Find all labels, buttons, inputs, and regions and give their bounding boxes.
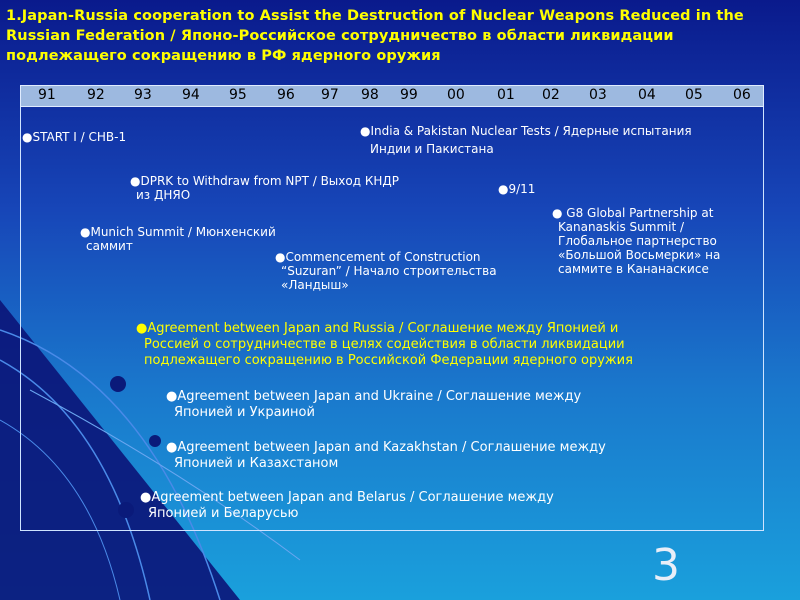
event-text: ●India & Pakistan Nuclear Tests / Ядерные испытания	[360, 124, 692, 138]
title-line-3: подлежащего сокращению в РФ ядерного оружия	[6, 48, 441, 64]
event-start1	[22, 130, 126, 144]
event-text: саммит	[86, 239, 133, 253]
year-label: 00	[447, 87, 465, 103]
event-japan-belarus-agreement	[140, 490, 554, 522]
slide-title	[6, 6, 796, 66]
event-9-11	[498, 182, 535, 196]
year-label: 01	[497, 87, 515, 103]
event-text: ●Agreement between Japan and Belarus / Соглашение между	[140, 490, 554, 505]
event-text: ●Agreement between Japan and Russia / Соглашение между Японией и	[136, 321, 619, 336]
event-text: Россией о сотрудничестве в целях содействия в области ликвидации	[144, 337, 625, 352]
event-japan-russia-agreement	[136, 321, 633, 369]
event-text: Японией и Украиной	[174, 405, 315, 420]
event-suzuran-construction	[275, 250, 497, 292]
title-line-2: Russian Federation / Японо-Российское сотрудничество в области ликвидации	[6, 28, 674, 44]
year-label: 02	[542, 87, 560, 103]
year-label: 06	[733, 87, 751, 103]
year-label: 94	[182, 87, 200, 103]
event-japan-kazakhstan-agreement	[166, 440, 606, 472]
event-text: ●START I / СНВ-1	[22, 130, 127, 144]
year-label: 95	[229, 87, 247, 103]
event-text: “Suzuran” / Начало строительства	[281, 264, 497, 278]
event-text: Японией и Беларусью	[148, 506, 299, 521]
event-japan-ukraine-agreement	[166, 389, 581, 421]
event-india-pakistan-tests	[360, 124, 692, 156]
year-label: 05	[685, 87, 703, 103]
year-label: 91	[38, 87, 56, 103]
event-text: ●Agreement between Japan and Ukraine / Соглашение между	[166, 389, 582, 404]
event-text: саммите в Кананаскисе	[558, 262, 709, 276]
year-label: 97	[321, 87, 339, 103]
event-text: ●Agreement between Japan and Kazakhstan / Соглашение между	[166, 440, 606, 455]
event-g8-partnership	[552, 206, 720, 276]
event-text: ●DPRK to Withdraw from NPT / Выход КНДР	[130, 174, 399, 188]
title-line-1: 1.Japan-Russia cooperation to Assist the Destruction of Nuclear Weapons Reduced in the	[6, 8, 744, 24]
year-label: 93	[134, 87, 152, 103]
year-axis	[20, 85, 764, 107]
year-label: 99	[400, 87, 418, 103]
event-text: Глобальное партнерство	[558, 234, 717, 248]
event-text: Японией и Казахстаном	[174, 456, 339, 471]
event-text: Kananaskis Summit /	[558, 220, 685, 234]
event-dprk-npt	[130, 174, 399, 202]
event-text: Индии и Пакистана	[370, 142, 494, 156]
page-number: 3	[652, 540, 680, 591]
year-label: 92	[87, 87, 105, 103]
event-text: «Ландыш»	[281, 278, 349, 292]
year-label: 98	[361, 87, 379, 103]
event-text: ●Commencement of Construction	[275, 250, 481, 264]
event-munich-summit	[80, 225, 276, 253]
event-text: ●Munich Summit / Мюнхенский	[80, 225, 276, 239]
event-text: «Большой Восьмерки» на	[558, 248, 721, 262]
event-text: из ДНЯО	[136, 188, 191, 202]
event-text: подлежащего сокращению в Российской Федерации ядерного оружия	[144, 353, 633, 368]
year-label: 04	[638, 87, 656, 103]
event-text: ● G8 Global Partnership at	[552, 206, 714, 220]
year-label: 96	[277, 87, 295, 103]
year-label: 03	[589, 87, 607, 103]
event-text: ●9/11	[498, 182, 536, 196]
